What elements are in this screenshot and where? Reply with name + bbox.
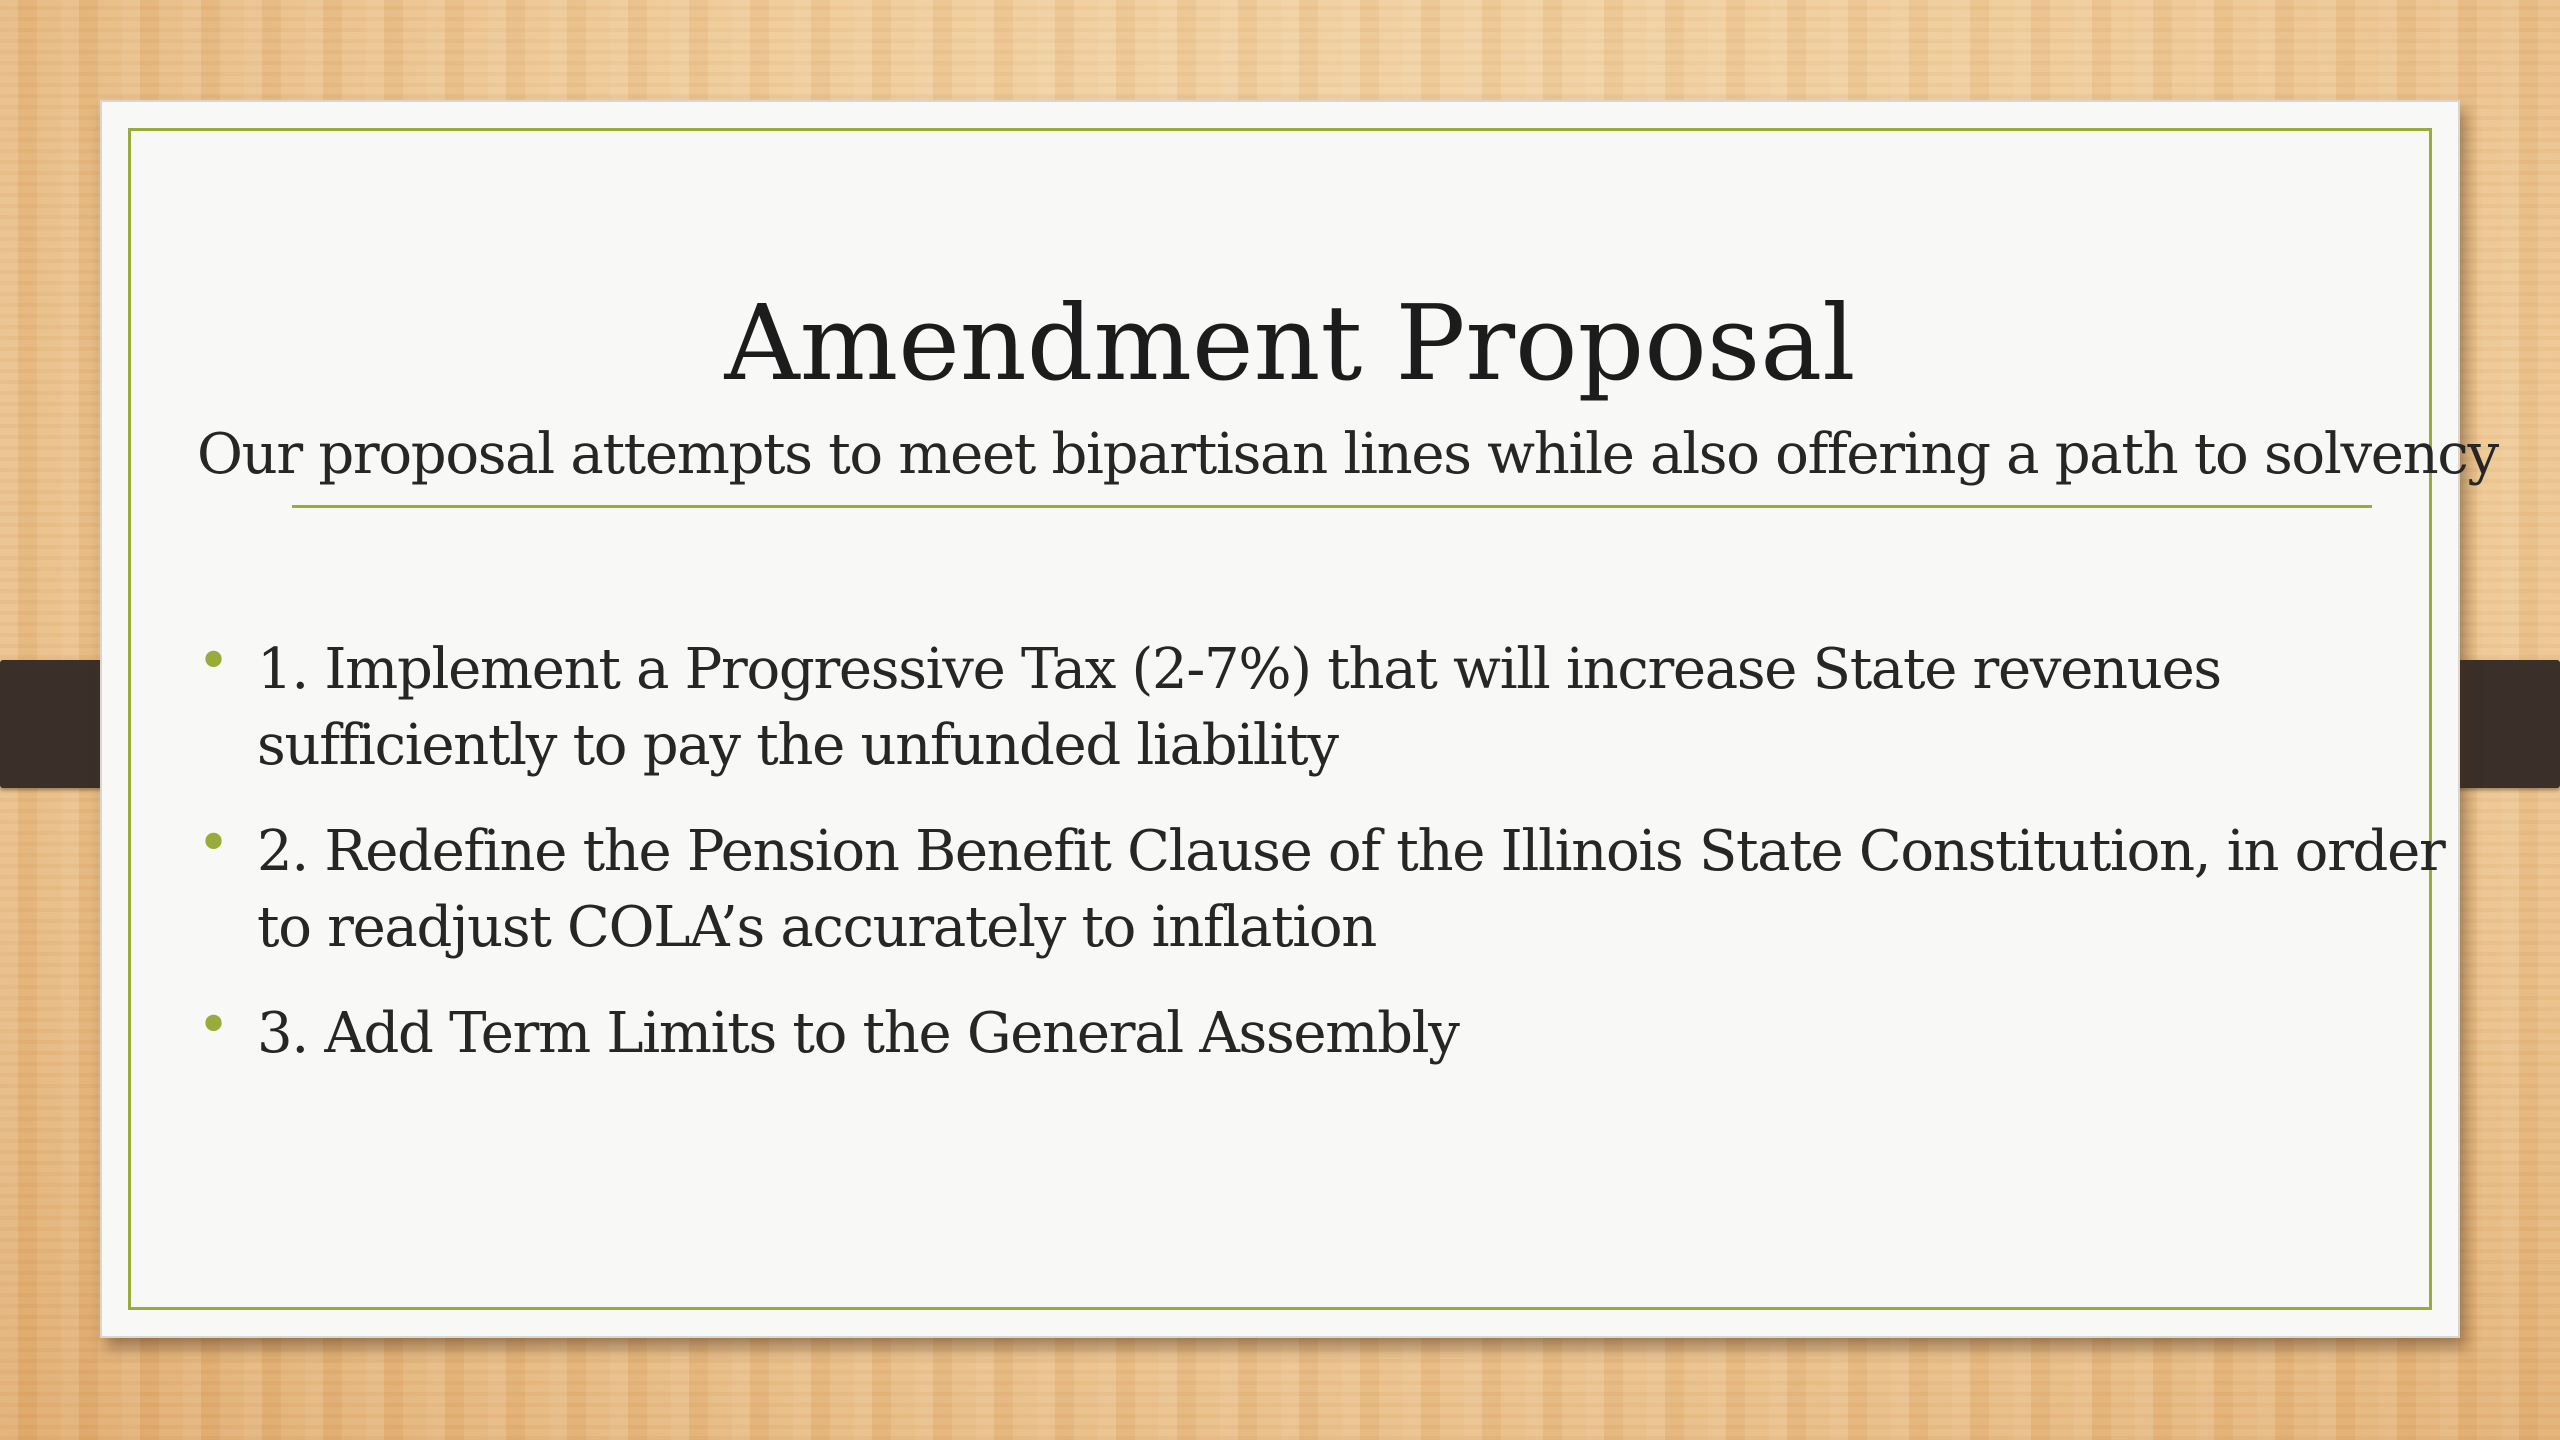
bullet-text: 1. Implement a Progressive Tax (2-7%) that will increase State revenues sufficiently to pay the unfunded liability bbox=[257, 637, 2221, 778]
bullet-item-3 bbox=[197, 993, 2497, 1072]
bullet-item-2 bbox=[197, 811, 2497, 966]
bullet-dot-icon: • bbox=[197, 993, 229, 1058]
slide-card bbox=[100, 100, 2498, 1338]
slide-title: Amendment Proposal bbox=[724, 282, 1856, 404]
bullet-dot-icon: • bbox=[197, 811, 229, 876]
subtitle-underline-rule bbox=[292, 505, 2372, 508]
bullet-dot-icon: • bbox=[197, 629, 229, 694]
bullet-list bbox=[197, 629, 2497, 1102]
bullet-item-1 bbox=[197, 629, 2497, 784]
slide-subtitle: Our proposal attempts to meet bipartisan lines while also offering a path to solvency bbox=[197, 422, 2498, 487]
bullet-text: 2. Redefine the Pension Benefit Clause of the Illinois State Constitution, in order to readjust COLA’s accurately to inflation bbox=[257, 819, 2445, 960]
bullet-text: 3. Add Term Limits to the General Assembly bbox=[257, 1001, 1459, 1066]
